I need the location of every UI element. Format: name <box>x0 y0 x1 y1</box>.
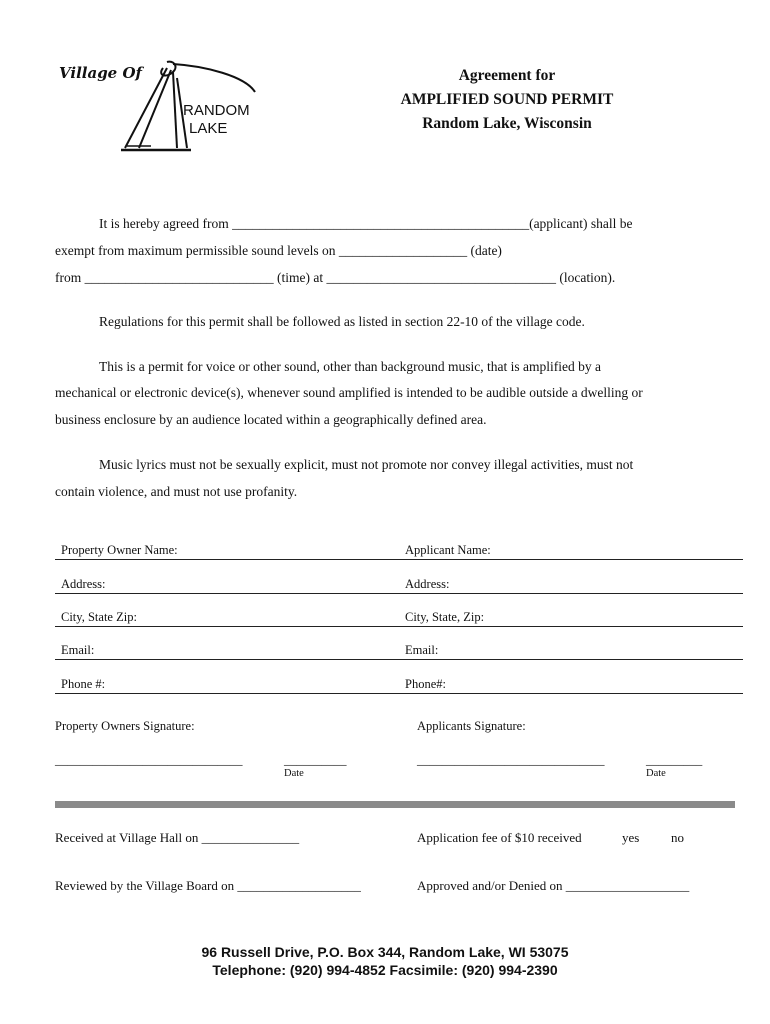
applicant-city-state-zip-field[interactable]: City, State, Zip: <box>399 610 743 627</box>
title-location: Random Lake, Wisconsin <box>422 115 592 132</box>
footer-address: 96 Russell Drive, P.O. Box 344, Random Lake, WI 53075 <box>201 944 569 960</box>
owner-signature-label: Property Owners Signature: <box>55 719 195 733</box>
owner-date-line[interactable]: __________ <box>284 753 347 767</box>
definition-line-1: This is a permit for voice or other sound, other than background music, that is amplified by a <box>99 359 602 374</box>
agreement-line-1: It is hereby agreed from ____________________________________________(applicant) shall be <box>99 216 633 231</box>
applicant-date-line[interactable]: _________ <box>646 753 703 767</box>
title-agreement-for: Agreement for <box>458 67 556 84</box>
logo-lake: LAKE <box>189 120 228 137</box>
title-permit-name: AMPLIFIED SOUND PERMIT <box>400 91 614 108</box>
owner-phone-field[interactable]: Phone #: <box>55 677 400 694</box>
lyrics-line-1: Music lyrics must not be sexually explicit, must not promote nor convey illegal activities, must not <box>99 457 634 472</box>
fee-no-option[interactable]: no <box>671 830 684 845</box>
village-logo <box>55 58 265 158</box>
fee-yes-option[interactable]: yes <box>622 830 640 845</box>
applicant-address-field[interactable]: Address: <box>399 577 743 594</box>
agreement-line-2: exempt from maximum permissible sound levels on ___________________ (date) <box>55 243 502 258</box>
applicant-signature-label: Applicants Signature: <box>417 719 526 733</box>
owner-address-field[interactable]: Address: <box>55 577 400 594</box>
owner-email-field[interactable]: Email: <box>55 643 400 660</box>
property-owner-name-field[interactable]: Property Owner Name: <box>55 543 400 560</box>
applicant-name-field[interactable]: Applicant Name: <box>399 543 743 560</box>
definition-line-3: business enclosure by an audience located within a geographically defined area. <box>55 412 487 427</box>
logo-random: RANDOM <box>183 102 250 119</box>
applicant-date-label: Date <box>646 768 666 779</box>
owner-date-label: Date <box>284 768 304 779</box>
owner-city-state-zip-field[interactable]: City, State Zip: <box>55 610 400 627</box>
logo-village-of: Village Of <box>59 64 142 82</box>
section-divider <box>55 801 735 808</box>
owner-signature-line[interactable]: ______________________________ <box>55 753 243 767</box>
reviewed-by-village-board: Reviewed by the Village Board on ___________________ <box>55 878 361 893</box>
footer-phones: Telephone: (920) 994-4852 Facsimile: (920) 994-2390 <box>212 962 558 978</box>
lyrics-line-2: contain violence, and must not use profanity. <box>55 484 298 499</box>
agreement-line-3: from ____________________________ (time) at __________________________________ (location). <box>55 270 616 285</box>
definition-line-2: mechanical or electronic device(s), whenever sound amplified is intended to be audible outside a dwelling or <box>55 385 643 400</box>
application-fee-label: Application fee of $10 received <box>417 830 582 845</box>
applicant-phone-field[interactable]: Phone#: <box>399 677 743 694</box>
approved-denied-on: Approved and/or Denied on ___________________ <box>417 878 690 893</box>
regulations-paragraph: Regulations for this permit shall be followed as listed in section 22-10 of the village code. <box>99 314 585 329</box>
received-at-village-hall: Received at Village Hall on _______________ <box>55 830 300 845</box>
applicant-email-field[interactable]: Email: <box>399 643 743 660</box>
applicant-signature-line[interactable]: ______________________________ <box>417 753 605 767</box>
